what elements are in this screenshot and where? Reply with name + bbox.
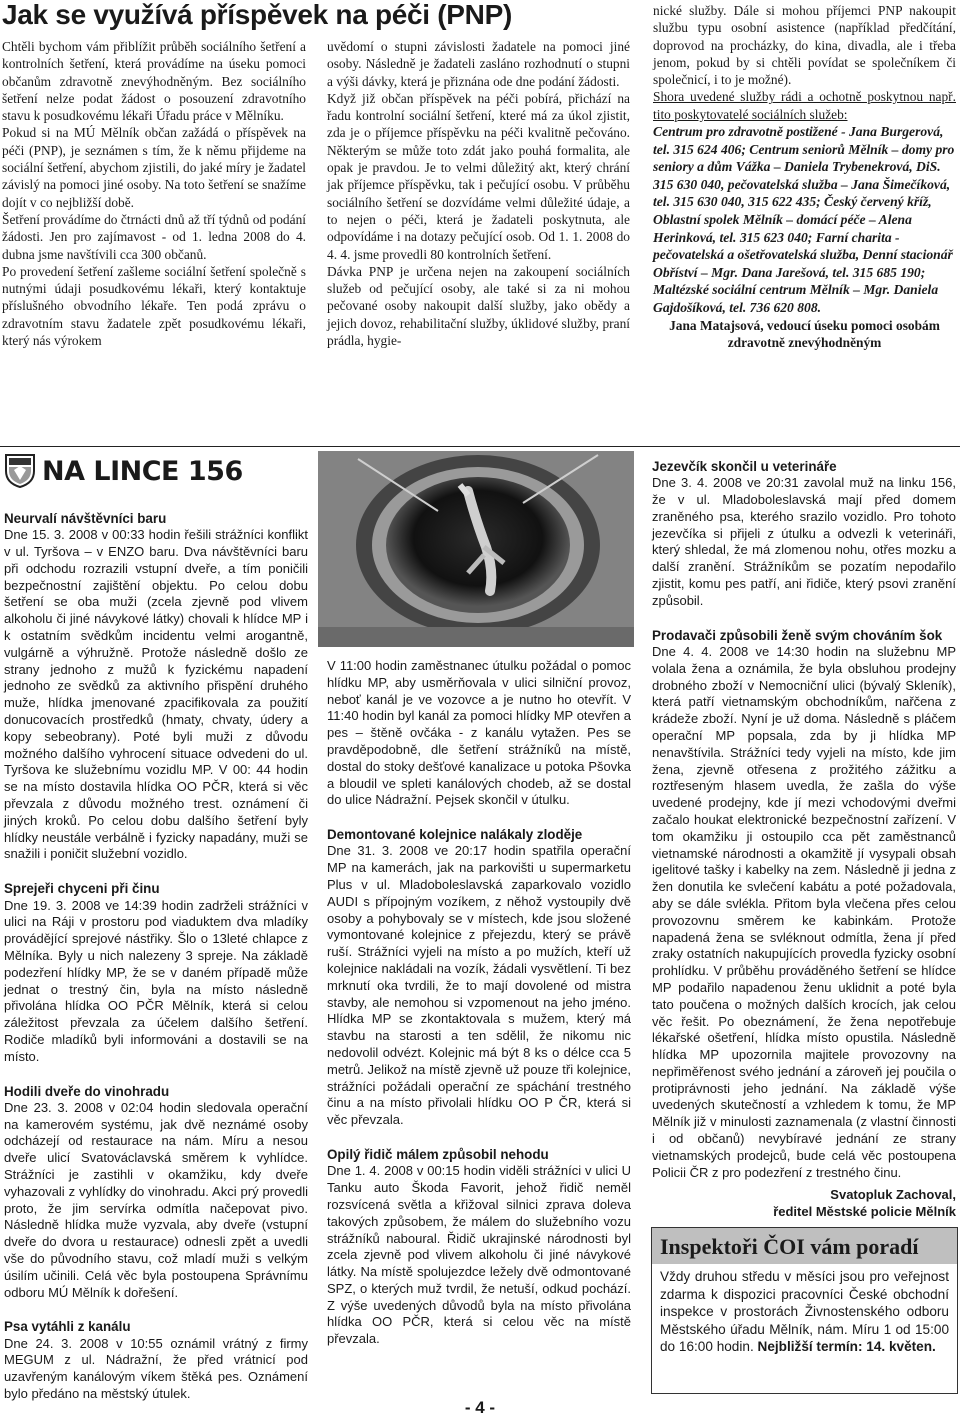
report-heading: Jezevčík skončil u veterináře	[652, 459, 837, 474]
report-heading: Sprejeři chyceni při činu	[4, 881, 160, 897]
lince-header	[4, 451, 243, 491]
reports-column-right	[652, 458, 956, 1221]
report-heading: Opilý řidič málem způsobil nehodu	[327, 1147, 549, 1163]
report-text: Dne 4. 4. 2008 ve 14:30 hodin na služebnu MP volala žena a oznámila, že byla obsluhou prodejny drobného zboží v Nemocniční ulici (bývalý Skleník), která patří vietnamským obchodníkům, nařčena z krádeže zboží. Nyní je už doma. Následně s pláčem operační MP popsala, zda by ji hlídka MP nenavštívila. Strážníci tedy vyjeli na místo, kde jim žena, zjevně otřesena z prožitého zážitku a roztřeseným hlasem uvedla, že zašla do výše uvedené prodejny, kde jí mezi vchodovými dveřmi začalo houkat elektronické bezpečnostní zařízení. V tom okamžiku ji ostoupilo cca pět zaměstnanců vietnamské národnosti a okamžitě jí vysypali obsah igelitové tašky i kabelky na zem. Následně ji jedna z žen donutila ke svlečení kabátu a poté požadovala, aby se dále svlékla. Přitom byla vlečena přes celou provozovnu směrem ke kabinkám. Protože napadená žena se svléknout odmítla, žena jí před zraky ostatních nakupujících provedla fyzicky osobní prohlídku. V průběhu prováděného šetření se hlídce MP podařilo napadenou ženu uklidnit a poté byla tato poučena o možných dalších krocích, jak celou věc řešit. Po obeznámení, že žena nepotřebuje lékařské ošetření, hlídka místo opustila. Následně hlídka MP upozornila majitele provozovny na nepřiměřenost svého jednání a zároveň jej poučila o protiprávnosti jeho jednání. Na základě výše uvedených skutečností a vzhledem k tomu, že MP Mělník již v minulosti zaznamenala (z vlastní činnosti i od občanů) nevybíravé jednání ze strany vietnamských prodejců, bude celá věc postoupena Policii ČR z pro podezření z trestného činu.	[652, 643, 956, 1180]
article-paragraph: uvědomí o stupni závislosti žadatele na pomoci jiné osoby. Následně je žadateli zasláno rozhodnutí o stupni a výši dávky, která je přiznána ode dne podání žádosti.	[327, 39, 630, 89]
report-text: Dne 24. 3. 2008 v 10:55 oznámil vrátný z firmy MEGUM z ul. Nádražní, že před vrátnicí pod uzavřeným kanálovým víkem štěká pes. Oznámení bylo předáno na městský útulek.	[4, 1335, 308, 1402]
report-heading: Neurvalí návštěvníci baru	[4, 511, 167, 526]
article-paragraph: Po provedení šetření zašleme sociální šetření společně s nutnými údaji posudkovému lékaři, který kontaktuje příslušného obvodního lékaře. Ten podá zprávu o zdravotním stavu žadatele zpět posudkovému lékaři, který nás výrokem	[2, 263, 306, 349]
report-heading: Psa vytáhli z kanálu	[4, 1319, 131, 1335]
coi-box-heading: Inspektoři ČOI vám poradí	[652, 1228, 957, 1264]
spacer	[327, 1129, 631, 1146]
reports-column-middle	[327, 658, 631, 1348]
article-paragraph: Šetření provádíme do čtrnácti dnů až tří týdnů od podání žádosti. Jen pro zajímavost - od 1. ledna 2008 do 4. dubna jsme navštívili cca 300 občanů.	[2, 211, 306, 262]
reports-signature-name: Svatopluk Zachoval,	[830, 1187, 956, 1203]
article-column-1	[2, 38, 306, 349]
provider-contacts: Centrum pro zdravotně postižené - Jana Burgerová, tel. 315 624 406; Centrum seniorů Mělník – domy pro seniory a dům Vážka – Daniela Trybenekrová, DiS. 315 630 040, pečovatelská služba – Jana Šimečíková, tel. 315 630 040, 315 622 435; Český červený kříž, Oblastní spolek Mělník – domácí péče – Alena Herinková, tel. 315 623 040; Farní charita - pečovatelská a ošetřovatelská služba, Denní stacionář Obříství – Mgr. Dana Jarešová, tel. 315 685 190; Maltézské sociální centrum Mělník – Mgr. Daniela Gajdošíková, tel. 736 620 808.	[653, 124, 955, 316]
article-paragraph: Pokud si na MÚ Mělník občan zažádá o příspěvek na péči (PNP), je seznámen s tím, že k němu přijdeme na sociální šetření, abychom zjistili, do jaké míry je žadatel závislý na pomoci jiné osoby. Na toto šetření se snažíme dojít v co nejbližší době.	[2, 125, 306, 210]
article-paragraph: Chtěli bychom vám přiblížit průběh sociálního šetření a kontrolních šetření, která provádíme na úseku pomoci občanům zdravotně znevýhodněným. Bez sociálního šetření nelze podat žádost o posouzení zdravotního stavu k posudkovému lékaři Úřadu práce v Mělníku.	[2, 39, 306, 124]
reports-signature-role: ředitel Městské policie Mělník	[773, 1204, 956, 1220]
mp-badge-icon	[4, 453, 36, 489]
report-heading: Demontované kolejnice nalákaly zloděje	[327, 827, 583, 843]
article-column-2	[327, 38, 630, 349]
article-title: Jak se využívá příspěvek na péči (PNP)	[2, 0, 512, 30]
report-text: Dne 31. 3. 2008 ve 20:17 hodin spatřila operační MP na kamerách, jak na parkovišti u supermarketu Plus v ul. Mladoboleslavská zaparkovalo vozidlo AUDI s přípojným vozíkem, z něhož vystoupily dvě osoby a pohybovaly se v místech, kde jsou složené vymontované kolejnice z přejezdu, který se právě ruší. Strážníci vyjeli na místo a po mužích, kteří už kolejnice nakládali na vozík, žádali vysvětlení. Ti bez mrknutí oka tvrdili, že to mají dovolené od mistra stavby, ale nemohou si vzpomenout na jeho jméno. Hlídka MP se zkontaktovala s mužem, který má stavbu na starosti a ten sdělil, že nikomu nic nedovolil odvézt. Kolejnic má být 8 ks o délce cca 5 metrů. Jelikož na místě zjevně už pouze tři kolejnice, strážníci požádali operační ze spáchání trestného činu a na místo přivolali hlídku OO P ČR, která si věc převzala.	[327, 843, 631, 1128]
spacer	[4, 863, 308, 880]
report-text: Dne 19. 3. 2008 ve 14:39 hodin zadrželi strážníci v ulici na Ráji v prostoru pod viaduktem dva mladíky provádějící sprejové nástřiky. Šlo o 13leté chlapce z Mělníka. Byly u nich nalezeny 3 spreje. Na základě podezření hlídky MP, že se v daném případě může jednat o trestný čin, byla na místo následně přivolána hlídka OO PČR Mělník, která si celou záležitost převzala za účelem dalšího šetření. Rodiče mladíků byli informováni a dostavili se na místo.	[4, 897, 308, 1064]
services-heading: Shora uvedené služby rádi a ochotně poskytnou např. tito poskytovatelé sociálních služeb:	[653, 89, 956, 122]
coi-box-text	[652, 1264, 957, 1360]
spacer	[652, 610, 956, 627]
lince-title: NA LINCE 156	[42, 455, 243, 487]
spacer	[327, 809, 631, 826]
manhole-dog-photo	[318, 451, 634, 647]
coi-info-box	[651, 1227, 958, 1394]
article-paragraph: Když již občan příspěvek na péči pobírá, přichází na řadu kontrolní sociální šetření, které má za úkol zjistit, zda je o příjemce příspěvku na péči kvalitně pečováno. Některým se může toto zdát jako pouhá formalita, ale opak je pravdou. Je to velmi důležitý akt, který chrání jak příjemce příspěvku, tak i pečující osobu. V průběhu sociálního šetření se dozvídáme velmi důležité údaje, a to nejen o péči, která je žadateli poskytnuta, ale odpovídáme i na dotazy pečující osob. Od 1. 1. 2008 do 4. 4. jsme provedli 80 kontrolních šetření.	[327, 90, 630, 262]
report-text: V 11:00 hodin zaměstnanec útulku požádal o pomoc hlídku MP, aby usměrňovala v ulici silniční provoz, neboť kanál je ve vozovce a je nutno ho otevřít. V 11:40 hodin byl kanál za pomoci hlídky MP otevřen a pes – štěně ovčáka - z kanálu vytažen. Pes se pravděpodobně, dle šetření strážníků na místě, dostal do stoky dešťové kanalizace u potoka Pšovka a bloudil ve spleti kanálových chodeb, až se dostal do ulice Nádražní. Pejsek skončil v útulku.	[327, 658, 631, 808]
spacer	[4, 1301, 308, 1318]
coi-box-body: Vždy druhou středu v měsíci jsou pro veřejnost zdarma k dispozici pracovníci České obchodní inspekce v prostorách Živnostenského odboru Městského úřadu Mělník, nám. Míru 1 od 15:00 do 16:00 hodin.	[660, 1269, 949, 1354]
spacer	[4, 1066, 308, 1083]
report-text: Dne 3. 4. 2008 ve 20:31 zavolal muž na linku 156, že v ul. Mladoboleslavská mají před domem zraněného psa, kterého srazilo vozidlo. Pro tohoto jezevčíka si přijeli z útulku a odvezli k veterináři, který shledal, že má zlomenou nohu, otřes mozku a další zranění. Strážníkům se pozatím nepodařilo zjistit, komu pes patří, ani řidiče, který psovi zranění způsobil.	[652, 475, 956, 608]
coi-box-date: Nejbližší termín: 14. květen.	[757, 1339, 936, 1354]
article-paragraph: nické služby. Dále si mohou příjemci PNP nakoupit službu typu osobní asistence (například předčítání, doprovod na procházky, do kina, divadla, ale i třeba jenom, pokud by si chtěli povídat se společníkem či společnicí, i to je možné).	[653, 3, 956, 88]
report-heading: Hodili dveře do vinohradu	[4, 1083, 170, 1099]
report-text: Dne 15. 3. 2008 v 00:33 hodin řešili strážníci konflikt v ul. Tyršova – v ENZO baru. Dva návštěvníci baru při odchodu rozrazili vstupní dveře, a tím poničili bezpečnostní zajištění objektu. Po celou dobu šetření se oba muži (zcela zjevně pod vlivem alkoholu či jiné návykové látky) chovali k hlídce MP i k ostatním svědkům incidentu velmi arogantně, vulgárně a výhružně. Protože následně došlo ze strany jednoho z mužů k fyzickému napadení jednoho ze svědků za aktivního přispění druhého muže, hlídka jmenované zpacifikovala za použití donucovacích prostředků (hmaty, chvaty, údery a kopy sebeobrany). Poté byli muži z důvodu možného dalšího vyhrocení situace odvedeni do ul. Tyršova ke služebnímu vozidlu MP. V 00: 44 hodin se na místo dostavila hlídka OO PČR, která si věc převzala z důvodu možného trest. oznámení či jiných kroků. Po celou dobu dalšího šetření byly hlídky neustále verbálně i fyzicky napadány, muži se snažili i poničit služební vozidlo.	[4, 527, 308, 862]
page-number: - 4 -	[464, 1398, 496, 1417]
article-paragraph: Dávka PNP je určena nejen na zakoupení sociálních služeb od pečující osoby, ale také si za ni mohou pečované osoby nakoupit další služby, jako obědy a jejich dovoz, rehabilitační služby, úklidové služby, praní prádla, hygie-	[327, 263, 630, 349]
report-text: Dne 1. 4. 2008 v 00:15 hodin viděli strážníci v ulici U Tanku auto Škoda Favorit, jehož řidič neměl rozsvícená světla a křižoval silnici zprava doleva takových způsobem, že málem do služebního vozu strážníků naboural. Řidič ukrajinské národnosti byl zcela zjevně pod vlivem alkoholu či jiné návykové látky. Na místě spolujezdce ležely dvě odmontované SPZ, o kterých muž tvrdil, že netuší, odkud pochází. Z výše uvedených důvodů byla na místo přivolána hlídka OO PČR, která si celou věc na místě převzala.	[327, 1163, 631, 1347]
article-signature: Jana Matajsová, vedoucí úseku pomoci osobám zdravotně znevýhodněným	[669, 317, 940, 350]
report-heading: Prodavači způsobili ženě svým chováním šok	[652, 627, 943, 643]
report-text: Dne 23. 3. 2008 v 02:04 hodin sledovala operační na kamerovém systému, jak dvě neznámé osoby odcházejí od restaurace na nám. Míru a nesou dveře ulicí Svatováclavská směrem k vyhlídce. Strážníci je zastihli v okamžiku, kdy dveře vyhazovali z vyhlídky do vinohradu. Akci prý provedli proto, že jim servírka odmítla načepovat pivo. Následně hlídka muže vyzvala, aby dveře (vstupní dveře do dvora u restaurace) odnesli zpět a uvedli vše do původního stavu, což mladí muži s velkým úsilím učinili. Celá věc byla postoupena Správnímu odboru MÚ Mělník k dořešení.	[4, 1099, 308, 1300]
section-divider	[0, 446, 960, 447]
reports-column-left	[4, 510, 308, 1403]
article-column-3	[653, 2, 956, 351]
